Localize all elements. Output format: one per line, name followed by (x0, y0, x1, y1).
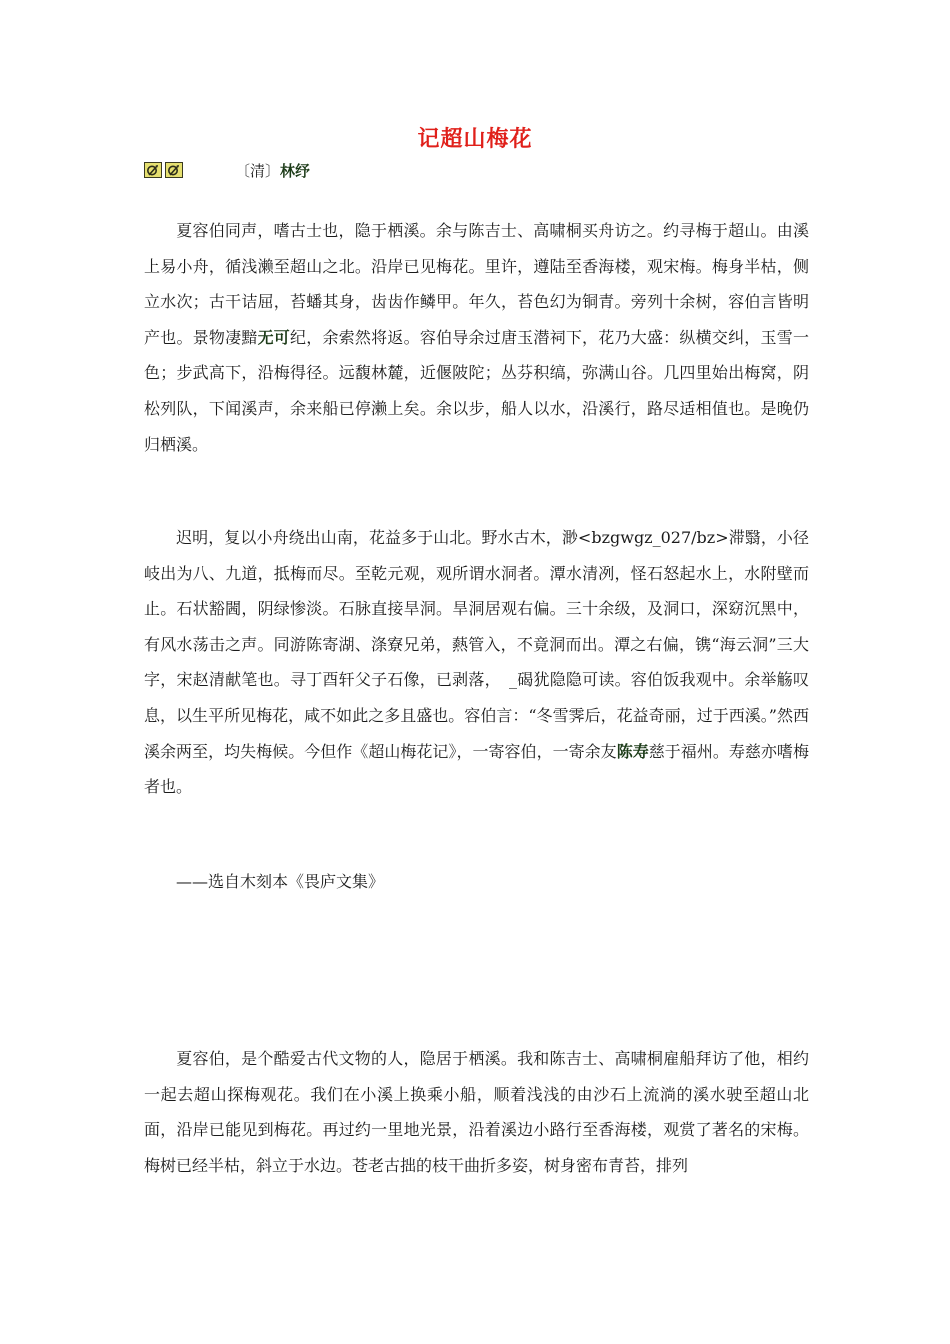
byline-row (144, 158, 310, 182)
paragraph-text: 纪，余索然将返。容伯导余过唐玉潜祠下，花乃大盛：纵横交纠，玉雪一色；步武高下，沿梅得径。远馥林麓，近偃陂陀；丛芬积缟，弥满山谷。几四里始出梅窝，阴松列队，下闻溪声，余来船已停濑上矣。余以步，船人以水，沿溪行，路尽适相值也。是晚仍归栖溪。 (144, 327, 809, 454)
edit-badge-glyph (167, 164, 181, 177)
byline-dynasty: 〔清〕 (235, 161, 281, 180)
translation-paragraph (144, 1041, 809, 1183)
original-paragraph-1 (144, 213, 809, 462)
paragraph-text: 迟明，复以小舟绕出山南，花益多于山北。野水古木，渺<bzgwgz_027/bz>滞翳，小径岐出为八、九道，抵梅而尽。至乾元观，观所谓水洞者。潭水清冽，怪石怒起水上，水附壁而止。石状豁閪，阴绿惨淡。石脉直接旱洞。旱洞居观右偏。三十余级，及洞口，深窈沉黑中，有风水荡击之声。同游陈寄湖、涤寮兄弟，爇管入，不竟洞而出。潭之右偏，镌“海云洞”三大字，宋赵清献笔也。寻丁酉轩父子石像，已剥落， _碣犹隐隐可读。容伯饭我观中。余举觞叹息，以生平所见梅花，咸不如此之多且盛也。容伯言：“冬雪霁后，花益奇丽，过于西溪。”然西溪余两至，均失梅候。今但作《超山梅花记》，一寄容伯，一寄余友 (144, 528, 809, 761)
source-citation: ——选自木刻本《畏庐文集》 (176, 872, 385, 891)
paragraph-text: 慈于福州。寿慈亦嗜梅者也。 (144, 741, 809, 797)
highlighted-phrase: 无可 (257, 327, 291, 347)
edit-badge-icon[interactable] (165, 162, 183, 178)
document-title: 记超山梅花 (417, 127, 533, 152)
highlighted-name: 陈寿 (616, 741, 649, 761)
paragraph-text: 夏容伯同声，嗜古士也，隐于栖溪。余与陈吉士、高啸桐买舟访之。约寻梅于超山。由溪上易小舟，循浅濑至超山之北。沿岸已见梅花。里许，遵陆至香海楼，观宋梅。梅身半枯，侧立水次；古干诘屈，苔蟠其身，齿齿作鳞甲。年久，苔色幻为铜青。旁列十余树，容伯言皆明产也。景物凄黯 (144, 221, 809, 347)
paragraph-text: 夏容伯，是个酷爱古代文物的人，隐居于栖溪。我和陈吉士、高啸桐雇船拜访了他，相约一起去超山探梅观花。我们在小溪上换乘小船，顺着浅浅的由沙石上流淌的溪水驶至超山北面，沿岸已能见到梅花。再过约一里地光景，沿着溪边小路行至香海楼，观赏了著名的宋梅。梅树已经半枯，斜立于水边。苍老古拙的枝干曲折多姿，树身密布青苔，排列 (144, 1049, 809, 1175)
edit-badge-icon[interactable] (144, 162, 162, 178)
edit-badge-glyph (146, 164, 160, 177)
byline (235, 160, 310, 181)
byline-author: 林纾 (280, 161, 311, 180)
original-paragraph-2 (144, 520, 809, 805)
